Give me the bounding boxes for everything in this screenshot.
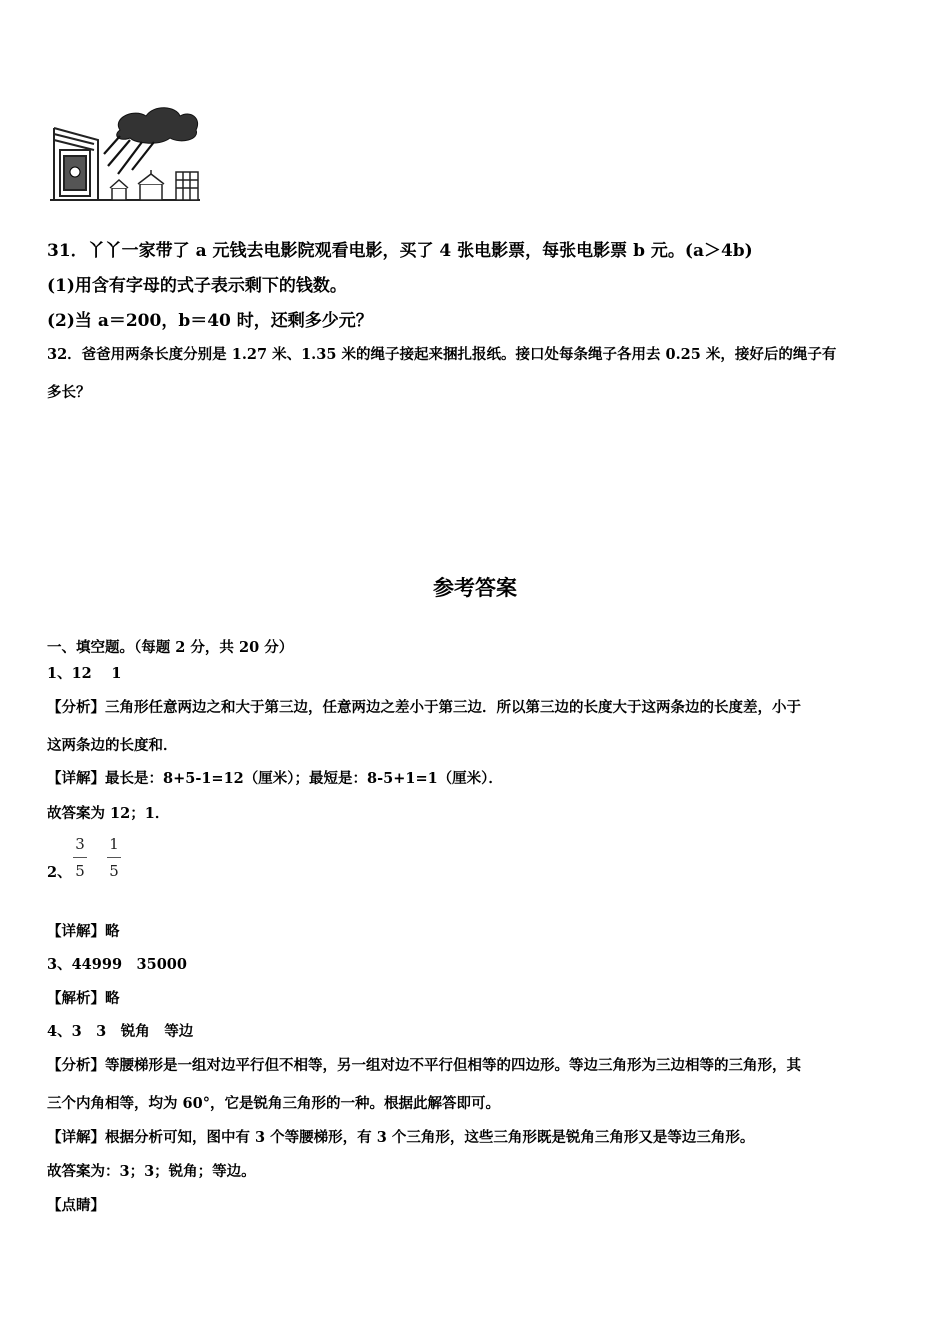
fraction-1-numerator: 3 <box>75 835 85 853</box>
section-header: 一、填空题。（每题 2 分，共 20 分） <box>47 639 294 656</box>
fraction-2-denominator: 5 <box>109 862 119 880</box>
question-32-line-1: 32．爸爸用两条长度分别是 1.27 米、1.35 米的绳子接起来捆扎报纸。接口处每条绳子各用去 0.25 米，接好后的绳子有 <box>47 346 837 363</box>
answer-4-detail: 【详解】根据分析可知，图中有 3 个等腰梯形，有 3 个三角形，这些三角形既是锐角三角形又是等边三角形。 <box>47 1129 755 1146</box>
answer-4-header: 4、3 3 锐角 等边 <box>47 1023 194 1040</box>
answer-1-header: 1、12 1 <box>47 665 122 682</box>
fraction-bar <box>73 857 87 858</box>
answers-title: 参考答案 <box>433 576 517 600</box>
answer-1-conclusion: 故答案为 12；1． <box>47 805 170 822</box>
answer-1-analysis-line-2: 这两条边的长度和． <box>47 737 178 754</box>
answer-2-label: 2、 <box>47 864 72 881</box>
answer-3-header: 3、44999 35000 <box>47 956 187 973</box>
answer-4-analysis-line-2: 三个内角相等，均为 60°，它是锐角三角形的一种。根据此解答即可。 <box>47 1095 500 1112</box>
fraction-1-denominator: 5 <box>75 862 85 880</box>
answer-1-detail: 【详解】最长是：8+5-1=12（厘米）；最短是：8-5+1=1（厘米）． <box>47 770 503 787</box>
answer-2-fraction-1 <box>72 834 88 881</box>
answer-4-remark: 【点睛】 <box>47 1197 105 1214</box>
answer-4-conclusion: 故答案为：3；3；锐角；等边。 <box>47 1163 256 1180</box>
fraction-2-numerator: 1 <box>109 835 119 853</box>
fraction-bar <box>107 857 121 858</box>
answer-2-detail: 【详解】略 <box>47 923 120 940</box>
question-31-part-1: (1)用含有字母的式子表示剩下的钱数。 <box>47 276 347 296</box>
question-31-stem: 31．丫丫一家带了 a 元钱去电影院观看电影，买了 4 张电影票，每张电影票 b 元。(a＞4b) <box>47 241 753 261</box>
answer-4-analysis-line-1: 【分析】等腰梯形是一组对边平行但不相等，另一组对边不平行但相等的四边形。等边三角形为三边相等的三角形，其 <box>47 1057 801 1074</box>
question-31-part-2: (2)当 a＝200，b＝40 时，还剩多少元？ <box>47 311 373 331</box>
storm-cloud-illustration <box>50 100 210 205</box>
answer-1-analysis-line-1: 【分析】三角形任意两边之和大于第三边，任意两边之差小于第三边．所以第三边的长度大于这两条边的长度差，小于 <box>47 699 801 716</box>
answer-3-detail: 【解析】略 <box>47 990 120 1007</box>
question-32-line-2: 多长？ <box>47 384 91 401</box>
answer-2-fraction-2 <box>106 834 122 881</box>
